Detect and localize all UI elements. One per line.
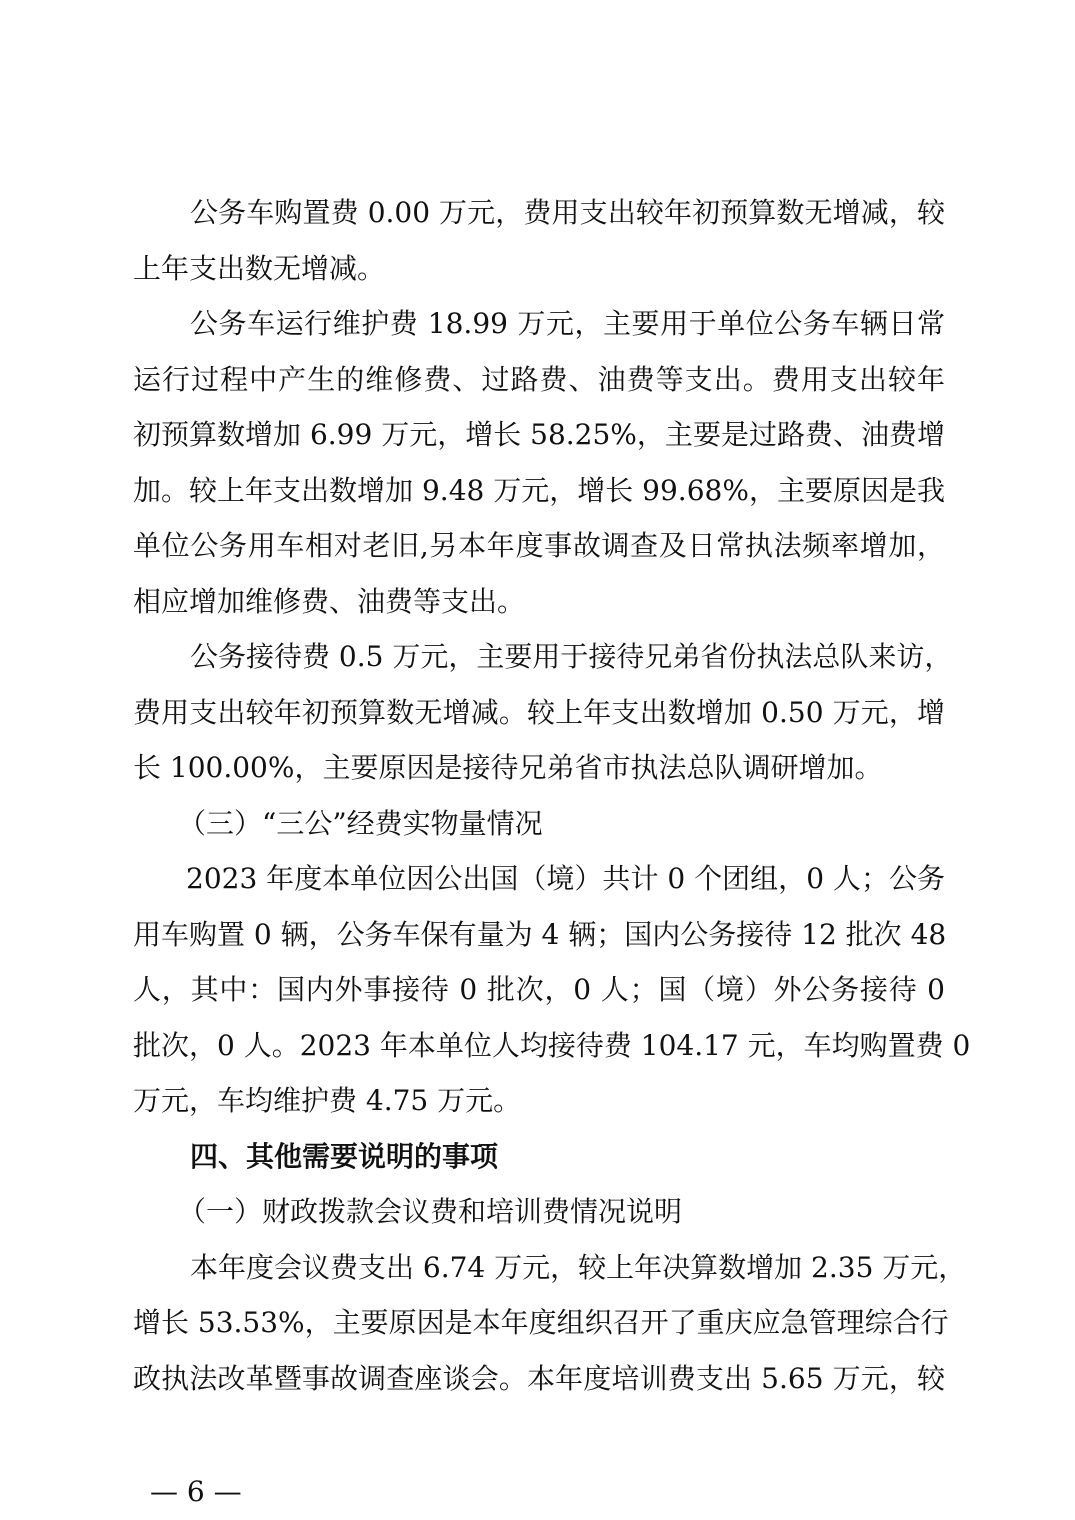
text-line: 初预算数增加 6.99 万元，增长 58.25%，主要是过路费、油费增 — [133, 418, 945, 451]
text-line: 上年支出数无增减。 — [133, 252, 386, 285]
text-line: 2023 年度本单位因公出国（境）共计 0 个团组，0 人；公务 — [186, 862, 945, 895]
section-subheading: （三）“三公”经费实物量情况 — [178, 807, 543, 840]
text-line: 运行过程中产生的维修费、过路费、油费等支出。费用支出较年 — [133, 363, 945, 396]
section-subheading: （一）财政拨款会议费和培训费情况说明 — [178, 1195, 683, 1228]
text-line: 加。较上年支出数增加 9.48 万元，增长 99.68%，主要原因是我 — [133, 474, 945, 507]
section-heading: 四、其他需要说明的事项 — [190, 1140, 499, 1173]
text-line: 公务接待费 0.5 万元，主要用于接待兄弟省份执法总队来访， — [190, 640, 953, 673]
page-number: — 6 — — [150, 1475, 242, 1508]
text-line: 费用支出较年初预算数无增减。较上年支出数增加 0.50 万元，增 — [133, 696, 945, 729]
text-line: 用车购置 0 辆，公务车保有量为 4 辆；国内公务接待 12 批次 48 — [133, 918, 947, 951]
text-line: 本年度会议费支出 6.74 万元，较上年决算数增加 2.35 万元， — [190, 1251, 967, 1284]
text-line: 相应增加维修费、油费等支出。 — [133, 585, 526, 618]
text-line: 长 100.00%，主要原因是接待兄弟省市执法总队调研增加。 — [133, 751, 883, 784]
text-line: 万元，车均维护费 4.75 万元。 — [133, 1084, 522, 1117]
text-line: 增长 53.53%，主要原因是本年度组织召开了重庆应急管理综合行 — [133, 1306, 949, 1339]
text-line: 公务车购置费 0.00 万元，费用支出较年初预算数无增减，较 — [190, 196, 945, 229]
text-line: 批次，0 人。2023 年本单位人均接待费 104.17 元，车均购置费 0 — [133, 1029, 971, 1062]
text-line: 政执法改革暨事故调查座谈会。本年度培训费支出 5.65 万元，较 — [133, 1362, 945, 1395]
text-line: 人，其中：国内外事接待 0 批次，0 人；国（境）外公务接待 0 — [133, 973, 945, 1006]
text-line: 单位公务用车相对老旧,另本年度事故调查及日常执法频率增加， — [133, 529, 945, 562]
text-line: 公务车运行维护费 18.99 万元，主要用于单位公务车辆日常 — [190, 307, 945, 340]
